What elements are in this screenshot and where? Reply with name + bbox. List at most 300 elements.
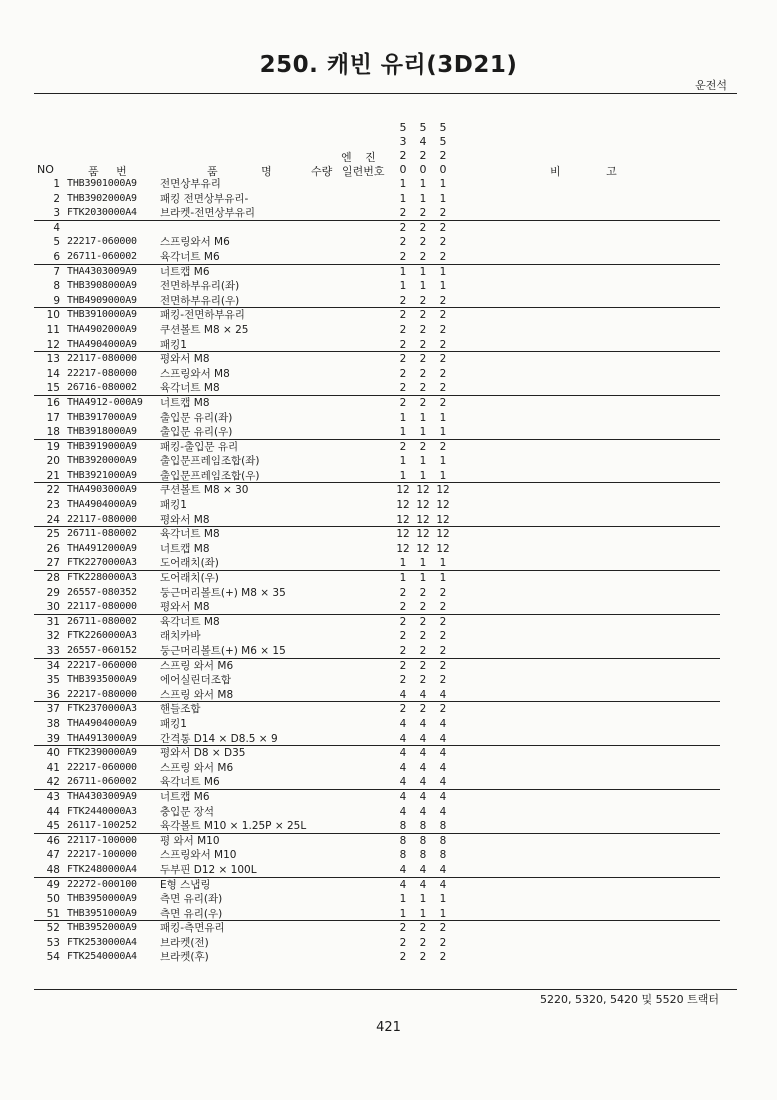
row-number: 12 — [46, 338, 60, 351]
part-name: 패킹1 — [160, 499, 187, 512]
qty-5320: 2 — [399, 396, 407, 409]
part-name: 육각너트 M8 — [160, 615, 220, 628]
qty-5420: 1 — [419, 572, 427, 585]
part-number: 22217-060000 — [67, 236, 137, 248]
qty-5520: 8 — [439, 820, 447, 833]
qty-5420: 2 — [419, 951, 427, 964]
part-number: 26711-080002 — [67, 615, 137, 627]
part-number: 22217-080000 — [67, 367, 137, 379]
qty-5520: 8 — [439, 849, 447, 862]
qty-5320: 2 — [399, 382, 407, 395]
row-number: 18 — [46, 426, 60, 439]
part-name: 평와서 M8 — [160, 353, 210, 366]
qty-5520: 2 — [439, 674, 447, 687]
qty-5420: 2 — [419, 236, 427, 249]
qty-5520: 2 — [439, 703, 447, 716]
row-number: 44 — [46, 805, 60, 818]
part-name: 스프링 와서 M6 — [160, 761, 234, 774]
header-serial: 일련번호 — [342, 165, 385, 178]
qty-5520: 2 — [439, 323, 447, 336]
qty-5320: 2 — [399, 630, 407, 643]
table-row — [0, 469, 777, 484]
part-number: FTK2480000A4 — [67, 863, 137, 875]
table-row — [0, 878, 777, 893]
qty-5320: 2 — [399, 659, 407, 672]
qty-5320: 12 — [396, 513, 410, 526]
part-name: 브라켓-전면상부유리 — [160, 207, 256, 220]
part-name: 육각너트 M6 — [160, 250, 220, 263]
qty-5520: 4 — [439, 805, 447, 818]
qty-5420: 4 — [419, 805, 427, 818]
part-number: THB3952000A9 — [67, 922, 137, 934]
part-name: 전면하부유리(좌) — [160, 280, 240, 293]
table-row — [0, 921, 777, 936]
part-name: 전면상부유리 — [160, 178, 221, 190]
part-number: FTK2440000A3 — [67, 805, 137, 817]
qty-5520: 2 — [439, 353, 447, 366]
table-row — [0, 571, 777, 586]
qty-5520: 2 — [439, 936, 447, 949]
row-number: 8 — [53, 280, 60, 293]
qty-5320: 1 — [399, 469, 407, 482]
qty-5520: 1 — [439, 178, 447, 190]
table-row — [0, 848, 777, 863]
row-number: 20 — [46, 455, 60, 468]
qty-5320: 1 — [399, 280, 407, 293]
qty-5520: 2 — [439, 236, 447, 249]
qty-5520: 2 — [439, 586, 447, 599]
qty-5520: 2 — [439, 922, 447, 935]
row-number: 28 — [46, 572, 60, 585]
qty-5320: 4 — [399, 878, 407, 891]
part-name: 육각너트 M8 — [160, 528, 220, 541]
table-row — [0, 775, 777, 790]
qty-5320: 8 — [399, 820, 407, 833]
qty-5320: 4 — [399, 776, 407, 789]
qty-5520: 1 — [439, 411, 447, 424]
table-row — [0, 746, 777, 761]
table-row — [0, 659, 777, 674]
part-name: 너트캡 M6 — [160, 790, 210, 803]
row-number: 33 — [46, 645, 60, 657]
part-name: 래치카바 — [160, 630, 201, 643]
page-number: 421 — [376, 1020, 401, 1035]
row-number: 22 — [46, 484, 60, 497]
qty-5520: 4 — [439, 747, 447, 760]
qty-5520: 2 — [439, 396, 447, 409]
row-number: 7 — [53, 265, 60, 278]
table-row — [0, 381, 777, 396]
header-remarks: 비 고 — [550, 165, 617, 178]
part-number: 26117-100252 — [67, 820, 137, 832]
qty-5520: 4 — [439, 717, 447, 730]
row-number: 49 — [46, 878, 60, 891]
row-number: 17 — [46, 411, 60, 424]
part-name: 핸들조합 — [160, 703, 201, 716]
part-name: 출입문 유리(좌) — [160, 411, 233, 424]
qty-5420: 2 — [419, 645, 427, 657]
row-number: 45 — [46, 820, 60, 833]
part-name: 도어래치(좌) — [160, 557, 219, 570]
row-number: 38 — [46, 717, 60, 730]
qty-5320: 4 — [399, 761, 407, 774]
part-name: 패킹1 — [160, 338, 187, 351]
table-row — [0, 556, 777, 571]
part-name: 쿠션볼트 M8 × 25 — [160, 323, 249, 336]
part-number: THA4902000A9 — [67, 323, 137, 335]
qty-5420: 8 — [419, 820, 427, 833]
qty-5320: 1 — [399, 265, 407, 278]
part-number: 26711-080002 — [67, 528, 137, 540]
table-row — [0, 483, 777, 498]
qty-5420: 4 — [419, 790, 427, 803]
header-quantity: 수량 — [311, 165, 333, 178]
part-name: 스프링와서 M6 — [160, 236, 230, 249]
qty-5320: 2 — [399, 586, 407, 599]
qty-5320: 1 — [399, 411, 407, 424]
row-number: 13 — [46, 353, 60, 366]
part-number: THA4303009A9 — [67, 265, 137, 277]
qty-5320: 4 — [399, 732, 407, 745]
qty-5520: 4 — [439, 732, 447, 745]
model-digit: 5 — [439, 135, 447, 148]
row-number: 34 — [46, 659, 60, 672]
table-row — [0, 279, 777, 294]
row-number: 29 — [46, 586, 60, 599]
qty-5320: 2 — [399, 645, 407, 657]
row-number: 36 — [46, 688, 60, 701]
part-name: 너트캡 M8 — [160, 542, 210, 555]
table-row — [0, 819, 777, 834]
row-number: 42 — [46, 776, 60, 789]
parts-table — [0, 177, 777, 965]
qty-5520: 1 — [439, 265, 447, 278]
part-name: 평와서 M8 — [160, 513, 210, 526]
row-number: 6 — [53, 250, 60, 263]
qty-5420: 2 — [419, 323, 427, 336]
table-row — [0, 950, 777, 965]
model-digit: 0 — [399, 163, 407, 176]
part-name: 에어실린더조합 — [160, 674, 232, 687]
table-row — [0, 600, 777, 615]
row-number: 5 — [53, 236, 60, 249]
row-number: 27 — [46, 557, 60, 570]
qty-5520: 2 — [439, 630, 447, 643]
qty-5420: 1 — [419, 455, 427, 468]
qty-5320: 8 — [399, 849, 407, 862]
table-row — [0, 294, 777, 309]
row-number: 31 — [46, 615, 60, 628]
part-number: THB3901000A9 — [67, 178, 137, 189]
row-number: 53 — [46, 936, 60, 949]
qty-5320: 8 — [399, 834, 407, 847]
row-number: 52 — [46, 922, 60, 935]
qty-5420: 8 — [419, 834, 427, 847]
row-number: 15 — [46, 382, 60, 395]
part-name: 평 와서 M10 — [160, 834, 220, 847]
qty-5320: 12 — [396, 499, 410, 512]
part-name: 측면 유리(좌) — [160, 893, 223, 906]
row-number: 23 — [46, 499, 60, 512]
row-number: 16 — [46, 396, 60, 409]
qty-5320: 1 — [399, 192, 407, 205]
qty-5420: 2 — [419, 294, 427, 307]
qty-5320: 4 — [399, 790, 407, 803]
qty-5320: 2 — [399, 294, 407, 307]
qty-5420: 1 — [419, 280, 427, 293]
part-name: 두부핀 D12 × 100L — [160, 863, 257, 876]
table-row — [0, 892, 777, 907]
part-name: 패킹 전면상부유리- — [160, 192, 249, 205]
qty-5320: 4 — [399, 717, 407, 730]
qty-5320: 2 — [399, 674, 407, 687]
table-row — [0, 338, 777, 353]
qty-5420: 2 — [419, 221, 427, 234]
qty-5520: 4 — [439, 863, 447, 876]
qty-5520: 2 — [439, 250, 447, 263]
part-name: 충입문 장석 — [160, 805, 215, 818]
part-name: 너트캡 M8 — [160, 396, 210, 409]
qty-5320: 4 — [399, 688, 407, 701]
model-digit: 5 — [439, 121, 447, 134]
table-row — [0, 425, 777, 440]
part-number: 26557-060152 — [67, 645, 137, 656]
part-number: 26711-060002 — [67, 776, 137, 788]
part-number: 26557-080352 — [67, 586, 137, 598]
part-number: THB3950000A9 — [67, 893, 137, 905]
qty-5420: 1 — [419, 557, 427, 570]
qty-5420: 1 — [419, 426, 427, 439]
qty-5420: 2 — [419, 674, 427, 687]
qty-5320: 2 — [399, 703, 407, 716]
qty-5420: 12 — [416, 528, 430, 541]
qty-5420: 4 — [419, 863, 427, 876]
qty-5420: 2 — [419, 586, 427, 599]
part-number: THA4903000A9 — [67, 484, 137, 496]
part-number: THA4912-000A9 — [67, 396, 143, 408]
part-number: THA4913000A9 — [67, 732, 137, 744]
part-number: 22117-080000 — [67, 353, 137, 365]
qty-5520: 2 — [439, 659, 447, 672]
table-row — [0, 250, 777, 265]
table-row — [0, 498, 777, 513]
part-name: 평와서 D8 × D35 — [160, 747, 246, 760]
qty-5320: 1 — [399, 893, 407, 906]
part-number: 22217-060000 — [67, 659, 137, 671]
model-digit: 0 — [439, 163, 447, 176]
qty-5520: 4 — [439, 878, 447, 891]
table-row — [0, 323, 777, 338]
qty-5320: 2 — [399, 338, 407, 351]
qty-5420: 1 — [419, 178, 427, 190]
qty-5320: 2 — [399, 922, 407, 935]
qty-5420: 2 — [419, 367, 427, 380]
qty-5520: 1 — [439, 469, 447, 482]
table-row — [0, 235, 777, 250]
qty-5520: 1 — [439, 455, 447, 468]
part-name: 스프링 와서 M6 — [160, 659, 234, 672]
part-number: THB3920000A9 — [67, 455, 137, 467]
qty-5420: 2 — [419, 615, 427, 628]
model-digit: 0 — [419, 163, 427, 176]
part-number: FTK2540000A4 — [67, 951, 137, 963]
model-digit: 2 — [419, 149, 427, 162]
row-number: 51 — [46, 907, 60, 920]
part-name: 쿠션볼트 M8 × 30 — [160, 484, 249, 497]
part-number: THB4909000A9 — [67, 294, 137, 306]
header-part-number: 품 번 — [88, 165, 127, 178]
qty-5420: 12 — [416, 513, 430, 526]
table-row — [0, 688, 777, 703]
model-digit: 3 — [399, 135, 407, 148]
part-number: THA4912000A9 — [67, 542, 137, 554]
row-number: 9 — [53, 294, 60, 307]
part-name: 너트캡 M6 — [160, 265, 210, 278]
qty-5320: 12 — [396, 542, 410, 555]
model-digit: 5 — [399, 121, 407, 134]
part-number: THB3921000A9 — [67, 469, 137, 481]
qty-5320: 2 — [399, 207, 407, 220]
qty-5520: 8 — [439, 834, 447, 847]
qty-5420: 2 — [419, 338, 427, 351]
qty-5420: 4 — [419, 688, 427, 701]
part-name: 육각너트 M6 — [160, 776, 220, 789]
part-number: 22217-060000 — [67, 761, 137, 773]
qty-5520: 4 — [439, 761, 447, 774]
part-number: 22117-080000 — [67, 513, 137, 525]
qty-5520: 2 — [439, 615, 447, 628]
qty-5420: 2 — [419, 207, 427, 220]
row-number: 30 — [46, 601, 60, 614]
table-row — [0, 192, 777, 207]
table-row — [0, 629, 777, 644]
part-number: THB3908000A9 — [67, 280, 137, 292]
qty-5320: 2 — [399, 309, 407, 322]
qty-5320: 1 — [399, 455, 407, 468]
part-number: THB3910000A9 — [67, 309, 137, 321]
part-number: 26716-080002 — [67, 382, 137, 394]
row-number: 50 — [46, 893, 60, 906]
qty-5520: 12 — [436, 513, 450, 526]
qty-5520: 2 — [439, 207, 447, 220]
part-name: 둥근머리볼트(+) M6 × 15 — [160, 645, 286, 657]
qty-5520: 2 — [439, 338, 447, 351]
part-number: 22217-100000 — [67, 849, 137, 861]
qty-5320: 4 — [399, 863, 407, 876]
part-name: 출입문프레임조합(우) — [160, 469, 260, 482]
part-number: FTK2370000A3 — [67, 703, 137, 715]
qty-5420: 4 — [419, 732, 427, 745]
table-row — [0, 586, 777, 601]
qty-5320: 1 — [399, 178, 407, 190]
qty-5520: 2 — [439, 951, 447, 964]
table-row — [0, 265, 777, 280]
qty-5320: 2 — [399, 601, 407, 614]
qty-5320: 2 — [399, 323, 407, 336]
row-number: 2 — [53, 192, 60, 205]
page-title: 250. 캐빈 유리(3D21) — [259, 52, 518, 78]
table-row — [0, 177, 777, 192]
row-number: 54 — [46, 951, 60, 964]
qty-5320: 1 — [399, 907, 407, 920]
qty-5420: 2 — [419, 922, 427, 935]
part-name: 도어래치(우) — [160, 572, 219, 585]
part-name: 패킹-출입문 유리 — [160, 440, 239, 453]
section-label: 운전석 — [695, 79, 727, 92]
row-number: 43 — [46, 790, 60, 803]
part-name: 출입문 유리(우) — [160, 426, 233, 439]
qty-5420: 2 — [419, 601, 427, 614]
qty-5320: 2 — [399, 250, 407, 263]
part-number: FTK2030000A4 — [67, 207, 137, 219]
qty-5420: 2 — [419, 353, 427, 366]
qty-5520: 2 — [439, 440, 447, 453]
table-row — [0, 411, 777, 426]
qty-5420: 4 — [419, 761, 427, 774]
part-name: 패킹-측면유리 — [160, 922, 225, 935]
part-name: 브라켓(전) — [160, 936, 209, 949]
table-row — [0, 308, 777, 323]
part-name: 패킹1 — [160, 717, 187, 730]
qty-5420: 2 — [419, 630, 427, 643]
qty-5520: 12 — [436, 499, 450, 512]
part-number: FTK2390000A9 — [67, 747, 137, 759]
qty-5520: 1 — [439, 572, 447, 585]
part-number: 22117-100000 — [67, 834, 137, 846]
part-number: THB3917000A9 — [67, 411, 137, 423]
table-row — [0, 206, 777, 221]
model-digit: 4 — [419, 135, 427, 148]
table-row — [0, 907, 777, 922]
part-name: 스프링와서 M10 — [160, 849, 237, 862]
part-number: FTK2280000A3 — [67, 572, 137, 584]
model-digit: 2 — [439, 149, 447, 162]
part-name: E형 스냅링 — [160, 878, 211, 891]
part-name: 패킹-전면하부유리 — [160, 309, 245, 322]
part-number: THB3902000A9 — [67, 192, 137, 204]
qty-5520: 1 — [439, 192, 447, 205]
part-name: 스프링 와서 M8 — [160, 688, 234, 701]
qty-5420: 2 — [419, 382, 427, 395]
bottom-rule — [34, 989, 737, 990]
table-row — [0, 673, 777, 688]
part-name: 육각너트 M8 — [160, 382, 220, 395]
qty-5520: 12 — [436, 484, 450, 497]
row-number: 32 — [46, 630, 60, 643]
qty-5320: 2 — [399, 367, 407, 380]
qty-5520: 1 — [439, 893, 447, 906]
qty-5320: 2 — [399, 936, 407, 949]
row-number: 21 — [46, 469, 60, 482]
row-number: 14 — [46, 367, 60, 380]
table-row — [0, 761, 777, 776]
part-name: 스프링와서 M8 — [160, 367, 230, 380]
qty-5320: 2 — [399, 221, 407, 234]
qty-5520: 4 — [439, 688, 447, 701]
qty-5420: 2 — [419, 936, 427, 949]
qty-5320: 12 — [396, 484, 410, 497]
qty-5420: 12 — [416, 542, 430, 555]
row-number: 25 — [46, 528, 60, 541]
table-row — [0, 527, 777, 542]
qty-5320: 2 — [399, 615, 407, 628]
part-name: 전면하부유리(우) — [160, 294, 240, 307]
qty-5420: 8 — [419, 849, 427, 862]
row-number: 41 — [46, 761, 60, 774]
row-number: 4 — [53, 221, 60, 234]
qty-5520: 2 — [439, 294, 447, 307]
qty-5420: 1 — [419, 265, 427, 278]
